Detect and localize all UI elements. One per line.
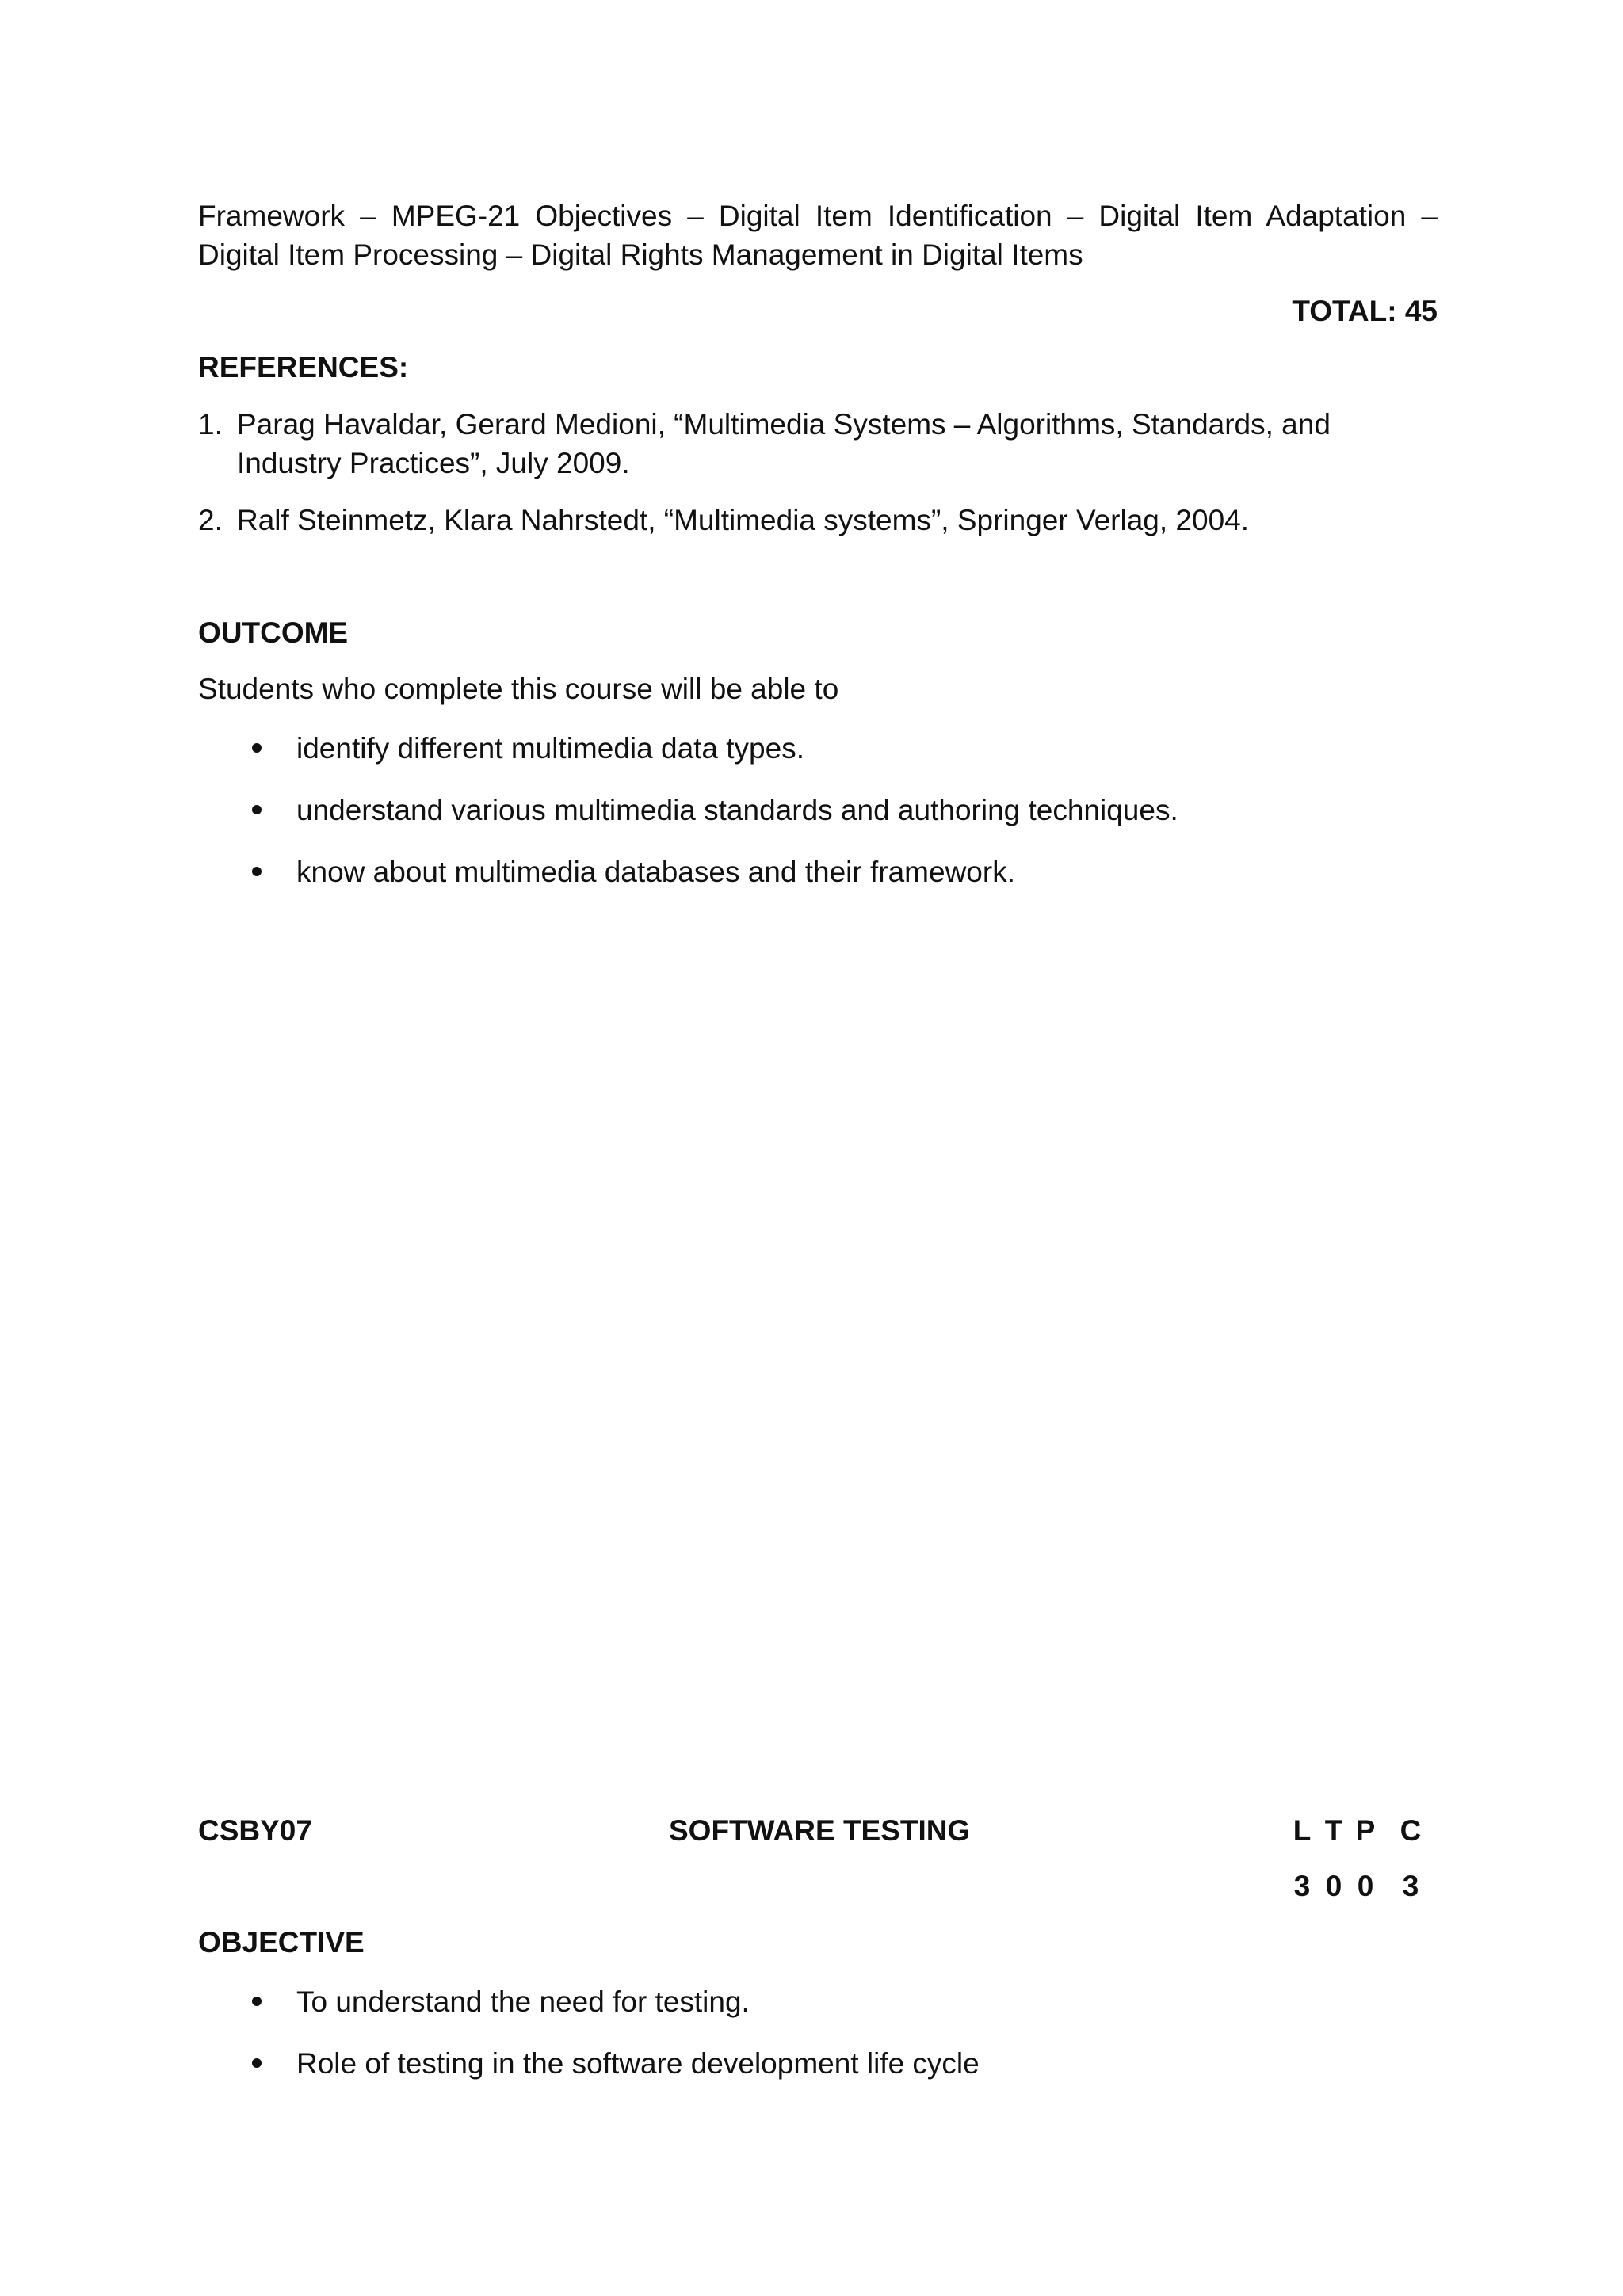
ltpc-value-p: 0 xyxy=(1357,1870,1374,1902)
reference-2-line-1: Ralf Steinmetz, Klara Nahrstedt, “Multimedia systems”, Springer Verlag, 2004. xyxy=(237,504,1250,536)
intro-line-1: Framework – MPEG-21 Objectives – Digital Item Identification – Digital Item Adaptation – xyxy=(198,200,1438,232)
bullet-icon xyxy=(252,1997,262,2006)
bullet-icon xyxy=(252,2058,262,2068)
objective-bullet-1: To understand the need for testing. xyxy=(296,1985,750,2018)
outcome-intro: Students who complete this course will be able to xyxy=(198,673,839,705)
reference-1-line-2: Industry Practices”, July 2009. xyxy=(237,447,630,479)
ltpc-header-p: P xyxy=(1355,1814,1376,1847)
course-code: CSBY07 xyxy=(198,1814,312,1847)
objective-bullet-2: Role of testing in the software development life cycle xyxy=(296,2047,980,2080)
reference-1-line-1: Parag Havaldar, Gerard Medioni, “Multimedia Systems – Algorithms, Standards, and xyxy=(237,408,1331,441)
reference-2-number: 2. xyxy=(198,504,223,536)
ltpc-header-c: C xyxy=(1400,1814,1422,1847)
ltpc-value-t: 0 xyxy=(1325,1870,1342,1902)
intro-line-2: Digital Item Processing – Digital Rights Management in Digital Items xyxy=(198,238,1083,271)
ltpc-value-l: 3 xyxy=(1293,1870,1311,1902)
bullet-icon xyxy=(252,743,262,753)
references-heading: REFERENCES: xyxy=(198,351,409,383)
outcome-bullet-3: know about multimedia databases and their framework. xyxy=(296,856,1015,888)
outcome-heading: OUTCOME xyxy=(198,616,349,649)
ltpc-header-l: L xyxy=(1293,1814,1312,1847)
course-title: SOFTWARE TESTING xyxy=(669,1814,971,1847)
outcome-bullet-1: identify different multimedia data types. xyxy=(296,732,804,765)
bullet-icon xyxy=(252,805,262,814)
outcome-bullet-2: understand various multimedia standards and authoring techniques. xyxy=(296,794,1178,826)
reference-1-number: 1. xyxy=(198,408,223,441)
ltpc-header-t: T xyxy=(1324,1814,1343,1847)
objective-heading: OBJECTIVE xyxy=(198,1926,365,1958)
bullet-icon xyxy=(252,867,262,876)
total-hours: TOTAL: 45 xyxy=(1292,295,1438,327)
ltpc-value-c: 3 xyxy=(1402,1870,1419,1902)
